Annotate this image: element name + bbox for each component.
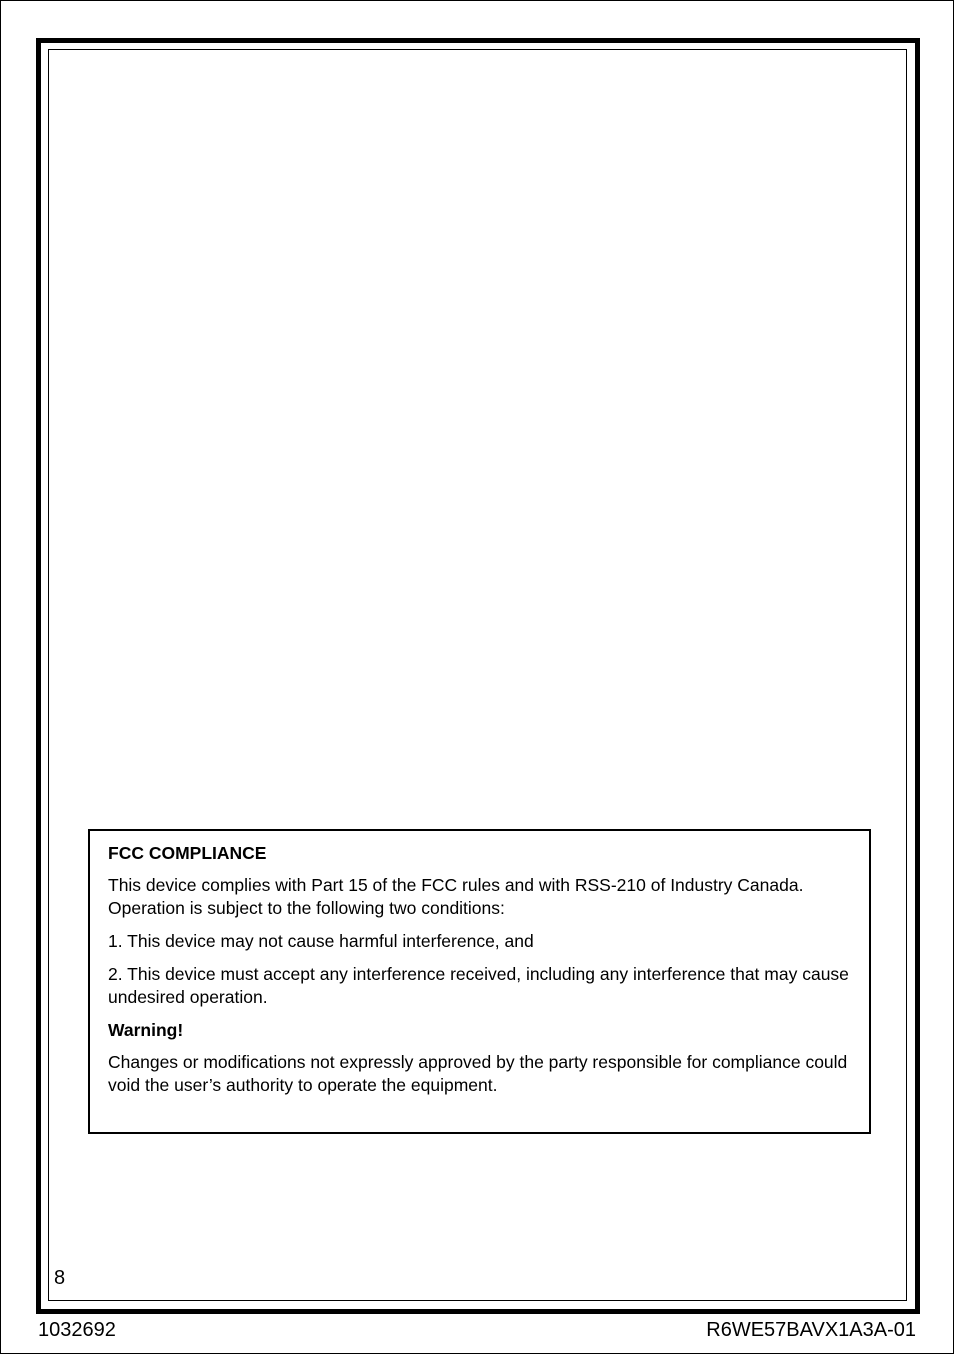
fcc-title: FCC COMPLIANCE <box>108 843 267 863</box>
fcc-warning-text: Changes or modifications not expressly approved by the party responsible for compliance could void the user’s authority to operate the equipment. <box>108 1052 848 1095</box>
page-number: 8 <box>54 1267 66 1289</box>
footer-document-number: 1032692 <box>38 1319 116 1341</box>
fcc-warning-title: Warning! <box>108 1020 184 1040</box>
fcc-paragraph: This device complies with Part 15 of the FCC rules and with RSS-210 of Industry Canada. Operation is subject to the following two conditions: <box>108 875 804 918</box>
fcc-compliance-box <box>88 829 871 1134</box>
fcc-condition-2: 2. This device must accept any interference received, including any interference that may cause undesired operation. <box>108 964 849 1007</box>
fcc-condition-1: 1. This device may not cause harmful interference, and <box>108 931 534 951</box>
footer-model-code: R6WE57BAVX1A3A-01 <box>706 1319 916 1341</box>
